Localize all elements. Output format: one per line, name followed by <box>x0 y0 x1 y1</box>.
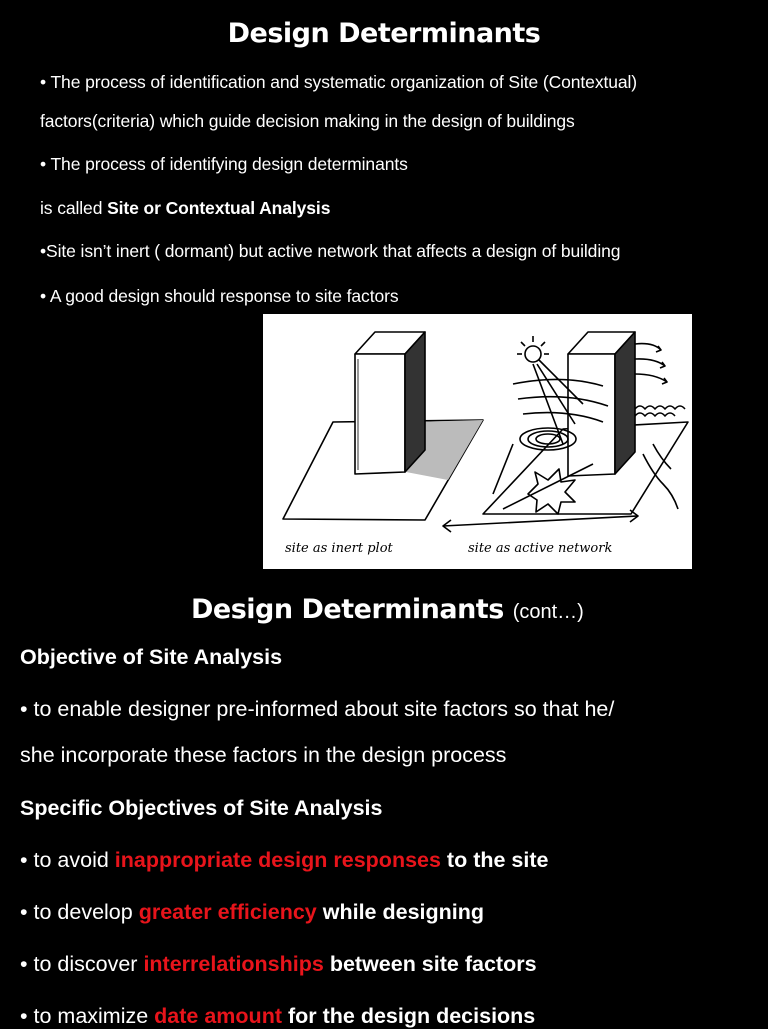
item-prefix: • to develop <box>20 900 139 924</box>
bullet-line-4: • A good design should response to site factors <box>40 286 399 306</box>
bullet-line-1-cont: factors(criteria) which guide decision making in the design of buildings <box>40 111 575 131</box>
bullet-line-3: •Site isn’t inert ( dormant) but active network that affects a design of building <box>40 241 621 261</box>
item-prefix: • to maximize <box>20 1004 155 1028</box>
caption-left: site as inert plot <box>285 541 393 556</box>
item-suffix: to the site <box>440 848 549 872</box>
objective-line-2: she incorporate these factors in the design process <box>20 743 507 767</box>
site-sketch-figure <box>263 314 692 569</box>
item-prefix: • to discover <box>20 952 144 976</box>
site-sketch-image <box>263 314 692 569</box>
item-prefix: • to avoid <box>20 848 115 872</box>
objective-heading: Objective of Site Analysis <box>20 645 283 669</box>
bullet-line-2-cont <box>40 198 330 219</box>
objective-item <box>20 1004 535 1029</box>
bullet-line-2: • The process of identifying design determinants <box>40 154 408 174</box>
item-suffix: for the design decisions <box>282 1004 536 1028</box>
page-title: Design Determinants <box>227 18 541 49</box>
item-highlight: greater efficiency <box>138 900 317 924</box>
item-suffix: between site factors <box>323 952 537 976</box>
section-title-suffix: (cont…) <box>512 601 584 623</box>
section-title-main: Design Determinants <box>191 594 504 625</box>
item-highlight: date amount <box>154 1004 282 1028</box>
bold-term: Site or Contextual Analysis <box>107 198 331 218</box>
caption-right: site as active network <box>468 541 613 556</box>
objective-item <box>20 952 537 977</box>
bullet-line-1: • The process of identification and systematic organization of Site (Contextual) <box>40 72 638 92</box>
item-suffix: while designing <box>316 900 484 924</box>
item-highlight: interrelationships <box>143 952 324 976</box>
item-highlight: inappropriate design responses <box>114 848 441 872</box>
objective-line-1: • to enable designer pre-informed about site factors so that he/ <box>20 697 615 721</box>
section-title <box>191 594 584 625</box>
objective-item <box>20 900 484 925</box>
plain-text: is called <box>40 198 108 218</box>
specific-heading: Specific Objectives of Site Analysis <box>20 796 383 820</box>
objective-item <box>20 848 548 873</box>
